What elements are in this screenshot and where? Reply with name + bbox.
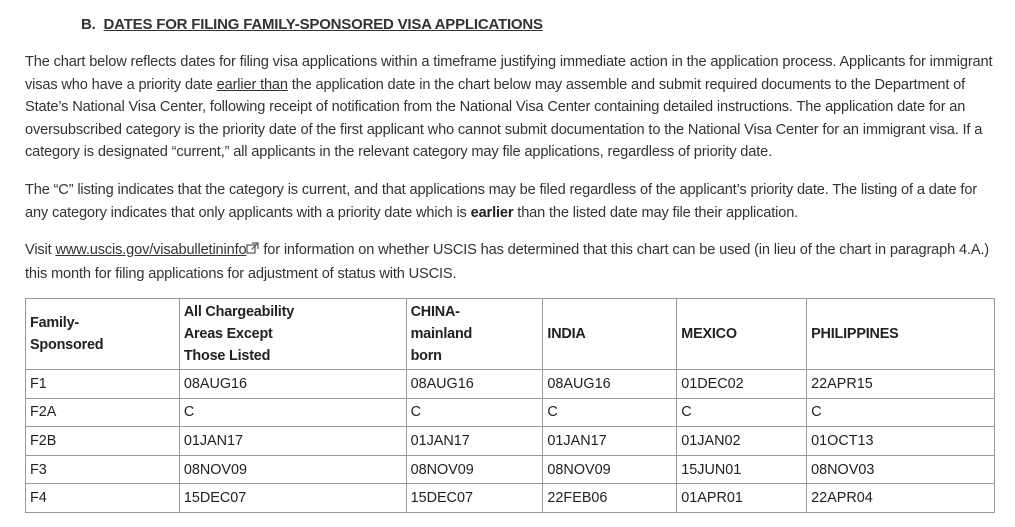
header-line: Areas Except — [183, 326, 273, 342]
filing-dates-table — [25, 298, 995, 513]
paragraph1-underlined: earlier than — [216, 76, 288, 93]
table-cell: 01APR01 — [677, 484, 807, 513]
header-mexico — [677, 299, 807, 370]
paragraph-uscis-visit — [25, 239, 997, 285]
paragraph-current-listing — [25, 179, 997, 224]
table-cell: 08AUG16 — [543, 370, 677, 399]
table-cell: C — [179, 398, 406, 427]
table-cell: 01JAN02 — [677, 427, 807, 456]
header-philippines — [807, 299, 995, 370]
table-cell: 08NOV09 — [543, 455, 677, 484]
table-cell: 08NOV03 — [807, 455, 995, 484]
section-letter: B. — [81, 16, 96, 33]
header-line: mainland — [410, 326, 473, 342]
table-cell: C — [543, 398, 677, 427]
header-line: Family- — [30, 315, 79, 331]
table-cell: F3 — [26, 455, 180, 484]
table-cell: C — [677, 398, 807, 427]
header-india — [543, 299, 677, 370]
table-cell: 08AUG16 — [179, 370, 406, 399]
table-cell: F2A — [26, 398, 180, 427]
table-cell: 01DEC02 — [677, 370, 807, 399]
paragraph-filing-dates — [25, 51, 997, 164]
table-cell: 08NOV09 — [406, 455, 543, 484]
table-row — [26, 398, 995, 427]
paragraph1-text-a: The chart below reflects dates for filing visa applications within a timeframe justifying immediate action in the application process. Applicants for immigrant visas who have a priority date — [25, 54, 993, 93]
table-row — [26, 484, 995, 513]
table-row — [26, 427, 995, 456]
table-cell: 22FEB06 — [543, 484, 677, 513]
table-row — [26, 370, 995, 399]
table-cell: F4 — [26, 484, 180, 513]
table-cell: 01JAN17 — [179, 427, 406, 456]
section-title — [81, 16, 543, 33]
header-line: born — [410, 348, 442, 364]
table-cell: 22APR04 — [807, 484, 995, 513]
external-link-icon[interactable] — [246, 240, 259, 263]
section-heading: DATES FOR FILING FAMILY-SPONSORED VISA APPLICATIONS — [103, 16, 543, 33]
header-line: Sponsored — [30, 337, 104, 353]
table-cell: C — [406, 398, 543, 427]
table-cell: 01JAN17 — [543, 427, 677, 456]
paragraph2-bold: earlier — [470, 204, 514, 221]
header-line: INDIA — [547, 326, 586, 342]
header-all-chargeability — [179, 299, 406, 370]
table-cell: 01JAN17 — [406, 427, 543, 456]
table-cell: 08NOV09 — [179, 455, 406, 484]
header-line: PHILIPPINES — [811, 326, 899, 342]
table-cell: 15DEC07 — [179, 484, 406, 513]
header-line: All Chargeability — [183, 304, 294, 320]
header-line: CHINA- — [410, 304, 460, 320]
table-cell: 15DEC07 — [406, 484, 543, 513]
table-cell: F1 — [26, 370, 180, 399]
paragraph3-text-a: Visit — [25, 242, 56, 258]
table-cell: 22APR15 — [807, 370, 995, 399]
paragraph2-text-a: The “C” listing indicates that the category is current, and that applications may be filed regardless of the applicant’s priority date. The listing of a date for any category indicates that only applicants with a priority date which is — [25, 182, 977, 221]
header-family-sponsored — [26, 299, 180, 370]
paragraph3-text-b: for information on whether USCIS has determined that this chart can be used (in lieu of the chart in paragraph 4.A.) this month for filing applications for adjustment of status with USCIS. — [25, 242, 990, 282]
header-china — [406, 299, 543, 370]
table-cell: C — [807, 398, 995, 427]
table-cell: F2B — [26, 427, 180, 456]
uscis-visa-bulletin-link[interactable]: www.uscis.gov/visabulletininfo — [55, 242, 247, 258]
table-row — [26, 455, 995, 484]
paragraph2-text-b: than the listed date may file their application. — [513, 204, 799, 221]
table-cell: 01OCT13 — [807, 427, 995, 456]
header-line: MEXICO — [681, 326, 737, 342]
table-cell: 08AUG16 — [406, 370, 543, 399]
table-header-row — [26, 299, 995, 370]
header-line: Those Listed — [183, 348, 271, 364]
table-cell: 15JUN01 — [677, 455, 807, 484]
paragraph1-text-b: the application date in the chart below may assemble and submit required documents to the Department of State’s National Visa Center, following receipt of notification from the National Visa Center containing detailed instructions. The application date for an oversubscribed category is the priority date of the first applicant who cannot submit documentation to the National Visa Center for an immigrant visa. If a category is designated “current,” all applicants in the relevant category may file applications, regardless of priority date. — [25, 76, 983, 160]
